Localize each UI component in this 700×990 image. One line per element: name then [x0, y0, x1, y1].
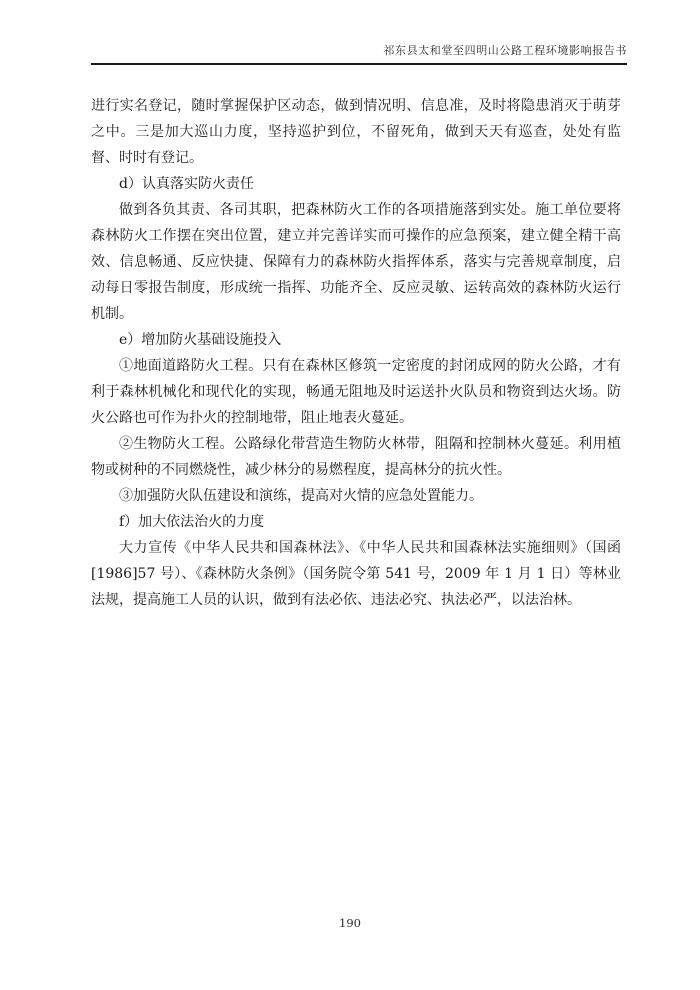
page-header — [91, 42, 627, 65]
section-heading-f: f）加大依法治火的力度 — [119, 514, 265, 530]
paragraph-bio-fire-project: ②生物防火工程。公路绿化带营造生物防火林带，阻隔和控制林火蔓延。利用植物或树种的不同燃烧性，减少林分的易燃程度，提高林分的抗火性。 — [91, 436, 621, 478]
document-body — [91, 93, 621, 613]
header-title: 祁东县太和堂至四明山公路工程环境影响报告书 — [383, 44, 627, 57]
page-number: 190 — [339, 916, 361, 930]
section-heading-d: d）认真落实防火责任 — [119, 176, 254, 192]
section-heading-e: e）增加防火基础设施投入 — [119, 332, 282, 348]
paragraph-fire-responsibility: 做到各负其责、各司其职，把森林防火工作的各项措施落到实处。施工单位要将森林防火工作摆在突出位置，建立并完善详实而可操作的应急预案，建立健全精干高效、信息畅通、反应快捷、保障有力的森林防火指挥体系，落实与完善规章制度，启动每日零报告制度，形成统一指挥、功能齐全、反应灵敏、运转高效的森林防火运行机制。 — [91, 202, 621, 322]
paragraph-road-fire-project: ①地面道路防火工程。只有在森林区修筑一定密度的封闭成网的防火公路，才有利于森林机械化和现代化的实现，畅通无阻地及时运送扑火队员和物资到达火场。防火公路也可作为扑火的控制地带，阻止地表火蔓延。 — [91, 358, 621, 426]
page-footer — [0, 916, 700, 930]
paragraph-continuation: 进行实名登记，随时掌握保护区动态，做到情况明、信息准，及时将隐患消灭于萌芽之中。三是加大巡山力度，坚持巡护到位，不留死角，做到天天有巡查，处处有监督、时时有登记。 — [91, 98, 621, 166]
paragraph-fire-team-training: ③加强防火队伍建设和演练，提高对火情的应急处置能力。 — [119, 488, 483, 504]
paragraph-law-promotion: 大力宣传《中华人民共和国森林法》、《中华人民共和国森林法实施细则》（国函[1986]57 号）、《森林防火条例》（国务院令第 541 号，2009 年 1 月 1 日）等林业法规，提高施工人员的认识，做到有法必依、违法必究、执法必严，以法治林。 — [91, 540, 621, 608]
